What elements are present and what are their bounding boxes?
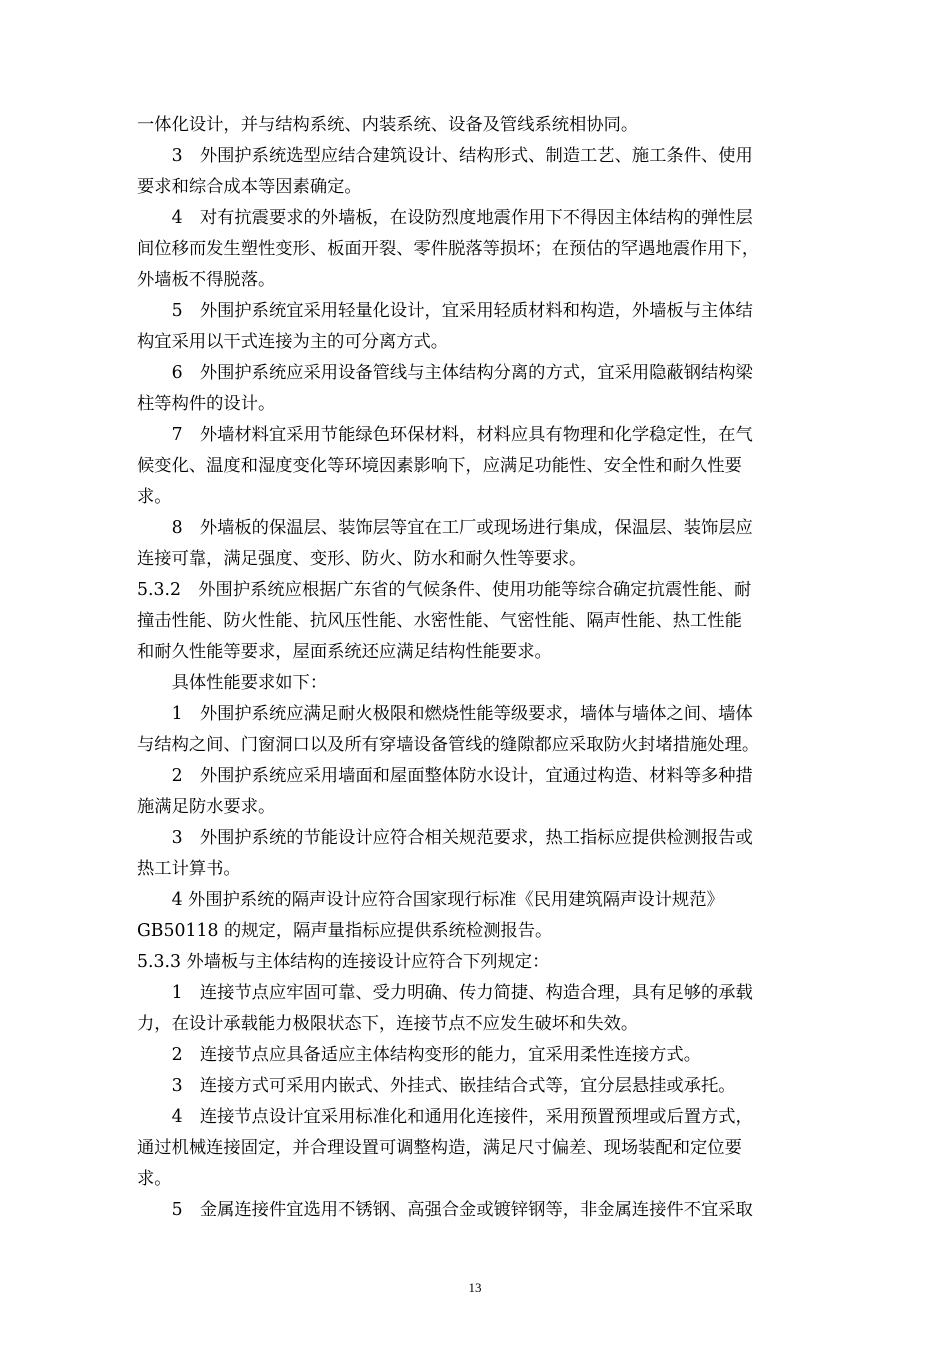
text-line: 和耐久性能等要求，屋面系统还应满足结构性能要求。	[137, 642, 552, 662]
text-line: 要求和综合成本等因素确定。	[137, 177, 362, 197]
text-line: 候变化、温度和湿度变化等环境因素影响下，应满足功能性、安全性和耐久性要	[137, 456, 742, 476]
text-line: 撞击性能、防火性能、抗风压性能、水密性能、气密性能、隔声性能、热工性能	[137, 611, 742, 631]
text-line: 1 连接节点应牢固可靠、受力明确、传力简捷、构造合理，具有足够的承载	[137, 983, 753, 1003]
text-line: 4 对有抗震要求的外墙板，在设防烈度地震作用下不得因主体结构的弹性层	[137, 208, 753, 228]
text-line: 求。	[137, 487, 172, 507]
text-line: 柱等构件的设计。	[137, 394, 276, 414]
text-line: 构宜采用以干式连接为主的可分离方式。	[137, 332, 449, 352]
text-line: GB50118 的规定，隔声量指标应提供系统检测报告。	[137, 921, 553, 941]
text-line: 通过机械连接固定，并合理设置可调整构造，满足尺寸偏差、现场装配和定位要	[137, 1138, 742, 1158]
text-line: 2 连接节点应具备适应主体结构变形的能力，宜采用柔性连接方式。	[137, 1045, 701, 1065]
text-line: 间位移而发生塑性变形、板面开裂、零件脱落等损坏；在预估的罕遇地震作用下，	[137, 239, 760, 259]
page-number: 13	[468, 1280, 482, 1295]
text-line: 4 外围护系统的隔声设计应符合国家现行标准《民用建筑隔声设计规范》	[137, 890, 724, 910]
text-line: 2 外围护系统应采用墙面和屋面整体防水设计，宜通过构造、材料等多种措	[137, 766, 753, 786]
text-line: 一体化设计，并与结构系统、内装系统、设备及管线系统相协同。	[137, 115, 639, 135]
text-line: 具体性能要求如下：	[137, 673, 328, 693]
text-line: 3 连接方式可采用内嵌式、外挂式、嵌挂结合式等，宜分层悬挂或承托。	[137, 1076, 736, 1096]
text-line: 8 外墙板的保温层、装饰层等宜在工厂或现场进行集成，保温层、装饰层应	[137, 518, 753, 538]
text-line: 5 金属连接件宜选用不锈钢、高强合金或镀锌钢等，非金属连接件不宜采取	[137, 1200, 753, 1220]
text-line: 求。	[137, 1169, 172, 1189]
text-line: 5.3.3 外墙板与主体结构的连接设计应符合下列规定：	[137, 952, 550, 972]
text-line: 与结构之间、门窗洞口以及所有穿墙设备管线的缝隙都应采取防火封堵措施处理。	[137, 735, 760, 755]
text-line: 热工计算书。	[137, 859, 241, 879]
text-line: 6 外围护系统应采用设备管线与主体结构分离的方式，宜采用隐蔽钢结构梁	[137, 363, 753, 383]
text-line: 5.3.2 外围护系统应根据广东省的气候条件、使用功能等综合确定抗震性能、耐	[137, 580, 752, 600]
text-line: 连接可靠，满足强度、变形、防火、防水和耐久性等要求。	[137, 549, 587, 569]
text-line: 5 外围护系统宜采用轻量化设计，宜采用轻质材料和构造，外墙板与主体结	[137, 301, 753, 321]
text-line: 外墙板不得脱落。	[137, 270, 276, 290]
text-line: 3 外围护系统选型应结合建筑设计、结构形式、制造工艺、施工条件、使用	[137, 146, 753, 166]
text-line: 力，在设计承载能力极限状态下，连接节点不应发生破坏和失效。	[137, 1014, 639, 1034]
text-line: 4 连接节点设计宜采用标准化和通用化连接件，采用预置预埋或后置方式，	[137, 1107, 753, 1127]
text-line: 3 外围护系统的节能设计应符合相关规范要求，热工指标应提供检测报告或	[137, 828, 753, 848]
text-line: 1 外围护系统应满足耐火极限和燃烧性能等级要求，墙体与墙体之间、墙体	[137, 704, 753, 724]
text-line: 施满足防水要求。	[137, 797, 276, 817]
text-line: 7 外墙材料宜采用节能绿色环保材料，材料应具有物理和化学稳定性，在气	[137, 425, 753, 445]
